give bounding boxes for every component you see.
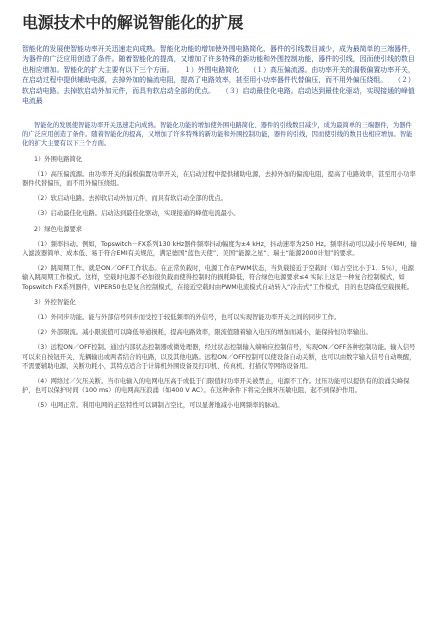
paragraph: （1）频率抖动。例如，Topswitch－FX系列130 kHz器件频率抖动幅度为±4 kHz，抖动速率为250 Hz。频率抖动可以减小传导EMI，输入滤波器简单、成本低、易于符合EMI有关规范，满足德国“蓝色天使”、美国“能源之星”、瑞士“能源2000计划”的要求。 — [22, 240, 417, 258]
section-heading-1: 1）外围电路简化 — [34, 155, 83, 163]
paragraph: （3）远程ON／OFF控制。通过内部状态控制器或微处理器，经过状态控制输入端响应控制信号，实现ON／OFF各种控制功能。输入信号可以来自按钮开关、光耦输出或两者结合的电路，以及其他电路。远程ON／OFF控制可以使设备自动关断，也可以由数字输入信号自动唤醒，不需要辅助电源，关断功耗小，其特点适合于计算机外围设备及打印机、传真机、打描仪等网络设备用。 — [22, 344, 416, 370]
section-heading-2: 2）绿色电源要求 — [34, 225, 83, 233]
paragraph: （5）电网正常。利用电网的正弦特性可以调制占空比，可以显著地减小电网频率的脉动。 — [34, 402, 284, 410]
paragraph: （4）网络过／欠压关断。当市电输入的电网电压高于或低于门限值时功率开关被禁止，电源不工作。过压功能可以提供有的浪涌尖峰保护，也可以保护时间（100 ms）的电网高压浪涌（如400 V AC）。在这种条件下将完全损坏压敏电阻，起不到保护作用。 — [22, 378, 410, 395]
paragraph: （2）软启动电路。去掉软启动外加元件，而具有软启动全部的优点。 — [34, 195, 227, 203]
paragraph: （1）外同步功能。能与外部信号同步而受控于较低频率的外信号，也可以实现智能功率开关之间的同步工作。 — [34, 314, 341, 322]
paragraph: （2）外部限流。减小限流值可以降低导通损耗，提高电路效率，限流值随着输入电压的增加而减小，能保持恒功率输出。 — [34, 329, 372, 337]
paragraph: （1）高压偏流源。由功率开关的漏极偏置功率开关，在启动过程中提供辅助电源，去掉外加的偏流电阻，提高了电路效率，甚至用小功率器件代替偏压，而不用外偏压绕组。 — [22, 170, 416, 188]
section-heading-3: 3）外控智能化 — [34, 298, 76, 306]
highlight-text: 智能化的发展使智能功率开关迅速走向成熟。智能化功能的增加使外围电路简化、器件的引线数目减少，成为最简单的三端器件，为器件的广泛应用创造了条件。随着智能化的提高，又增加了许多特殊的新功能和外围控制功能，器件的引线，因而使引线的数目也相应增加。智能化的扩大主要有以下三个方面。 １）外围电路简化 （１）高压偏流源。由功率开关的漏极偏置功率开关，在启动过程中提供辅助电源，去掉外加的偏流电阻，提高了电路效率，甚至用小功率器件代替偏压，而不用外偏压绕组。 （２）软启动电路。去掉软启动外加元件，而具有软启动全部的优点。 （３）启动最佳化电路。启动达到最佳化驱动，实现接通的峰值电流最 — [22, 45, 415, 106]
paragraph: （3）启动最佳化电路。启动达到最佳化驱动，实现接通的峰值电流最小。 — [34, 210, 240, 218]
paragraph: （2）跳周期工作。就是ON／OFF工作状态。在正常负载时，电源工作在PWM状态，当负载接近于空载时（如占空比小于1．5％），电源输入跳周期工作模式。这样，空载时电源不必加很负载而使得控制时的损耗降低，符合绿色电源要求≤4 实际上这是一种复合控制模式，如Topswitch FX系列器件，VIPER50也是复合控制模式，在接近空载时由PWM电流模式自动转入“冷击式”工作模式，目的也是降低空载损耗。 — [22, 265, 414, 291]
article-body — [22, 121, 418, 417]
document-title: 电源技术中的解说智能化的扩展 — [22, 13, 244, 32]
highlight-paragraph — [22, 44, 418, 106]
paragraph-intro: 智能化的发展使智能功率开关迅速走向成熟。智能化功能的增加使外围电路简化、器件的引线数目减少，成为最简单的三端器件，为器件的广泛应用创造了条件。随着智能化的提高，又增加了许多特殊的新功能和外围控制功能，器件的引线，因而使引线的数目也相应增加。智能化的扩大主要有以下三个方面。 — [22, 122, 413, 148]
